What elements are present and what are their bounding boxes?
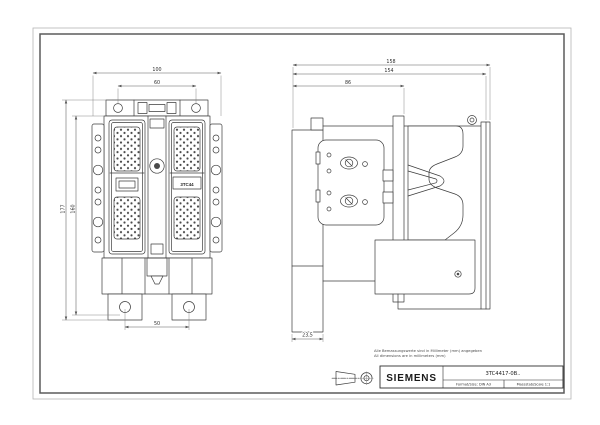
dim-front-width: 100 bbox=[152, 67, 162, 73]
dim-foot-hole-spacing: 50 bbox=[153, 321, 161, 327]
dim-side-depth: 154 bbox=[384, 68, 394, 74]
note-line-de: Alle Bemassungswerte sind in Millimeter (mm) angegeben bbox=[374, 349, 482, 353]
dim-front-overall-height: 177 bbox=[61, 204, 67, 214]
scale-cell: Massstab/Scale 1:1 bbox=[516, 382, 551, 387]
title-block bbox=[380, 366, 563, 388]
dim-side-overall-depth: 158 bbox=[386, 59, 396, 65]
dim-front-fixing-width: 60 bbox=[153, 80, 161, 86]
front-left-terminals bbox=[92, 124, 104, 252]
device-label: 3TC44 bbox=[180, 182, 194, 187]
part-number: 3TC4417-0B.. bbox=[485, 371, 521, 377]
dim-front-height: 160 bbox=[71, 204, 77, 214]
dim-side-front-to-mount: 86 bbox=[344, 80, 352, 86]
manufacturer-logo: SIEMENS bbox=[386, 373, 437, 384]
rear-screw bbox=[468, 116, 477, 125]
format-cell: Format/Size: DIN A3 bbox=[455, 382, 492, 387]
dim-rail-width: 23,5 bbox=[302, 333, 313, 339]
note-line-en: All dimensions are in millimeters (mm) bbox=[374, 354, 446, 358]
front-right-pole bbox=[169, 120, 205, 254]
front-view bbox=[92, 100, 222, 320]
front-right-terminals bbox=[210, 124, 222, 252]
